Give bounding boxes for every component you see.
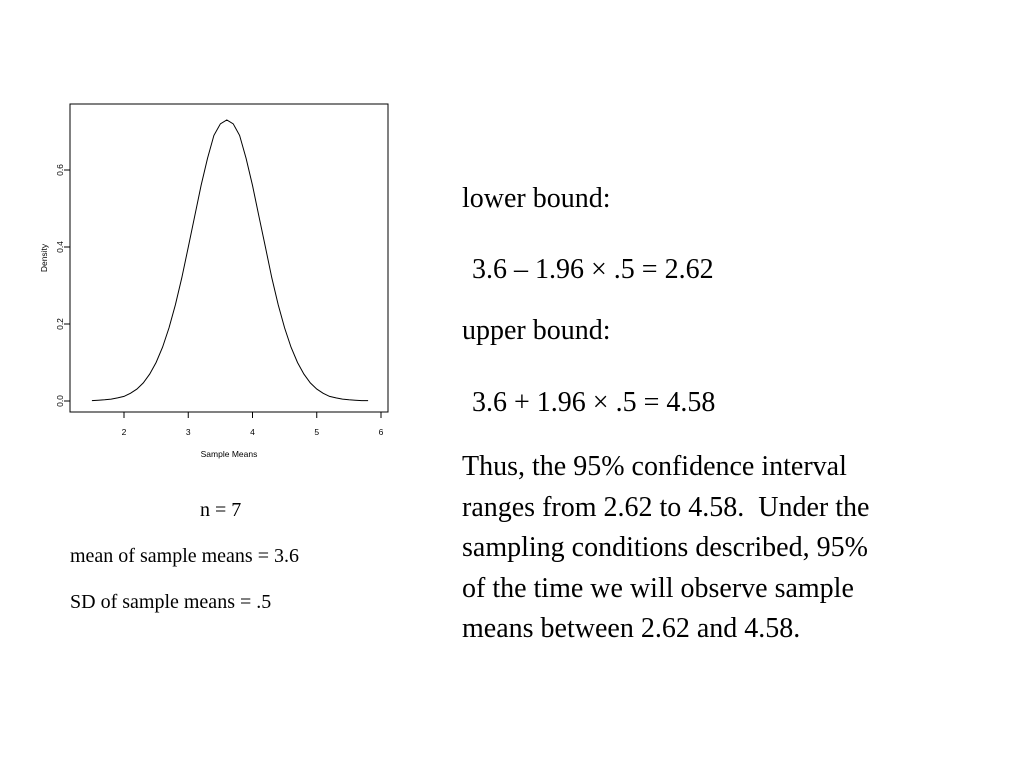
y-axis-label: Density	[39, 243, 49, 273]
conclusion-line: ranges from 2.62 to 4.58. Under the	[462, 491, 870, 523]
lower-bound-equation: 3.6 – 1.96 × .5 = 2.62	[472, 254, 714, 285]
upper-bound-label: upper bound:	[462, 315, 611, 346]
lower-bound-label: lower bound:	[462, 183, 611, 214]
x-ticks	[122, 412, 384, 437]
mean-of-sample-means-text: mean of sample means = 3.6	[70, 545, 299, 567]
x-tick-label: 3	[185, 427, 191, 437]
y-tick-label: 0.6	[55, 164, 65, 176]
density-curve	[92, 120, 368, 401]
sample-size-text: n = 7	[200, 499, 242, 521]
y-tick-label: 0.0	[55, 395, 65, 407]
plot-frame	[70, 104, 388, 412]
y-tick-label: 0.2	[55, 318, 65, 330]
x-tick-label: 6	[378, 427, 384, 437]
conclusion-line: means between 2.62 and 4.58.	[462, 613, 801, 645]
x-tick-label: 2	[121, 427, 127, 437]
density-plot	[0, 0, 440, 480]
conclusion-line: Thus, the 95% confidence interval	[462, 451, 847, 482]
conclusion-paragraph	[462, 447, 982, 650]
x-axis-label: Sample Means	[200, 449, 258, 459]
conclusion-line: sampling conditions described, 95%	[462, 532, 868, 564]
sd-of-sample-means-text: SD of sample means = .5	[70, 591, 272, 613]
conclusion-line: of the time we will observe sample	[462, 572, 854, 604]
upper-bound-equation: 3.6 + 1.96 × .5 = 4.58	[472, 387, 716, 418]
y-ticks	[55, 164, 70, 407]
x-tick-label: 4	[250, 427, 255, 437]
x-tick-label: 5	[314, 427, 320, 437]
y-tick-label: 0.4	[55, 241, 65, 253]
